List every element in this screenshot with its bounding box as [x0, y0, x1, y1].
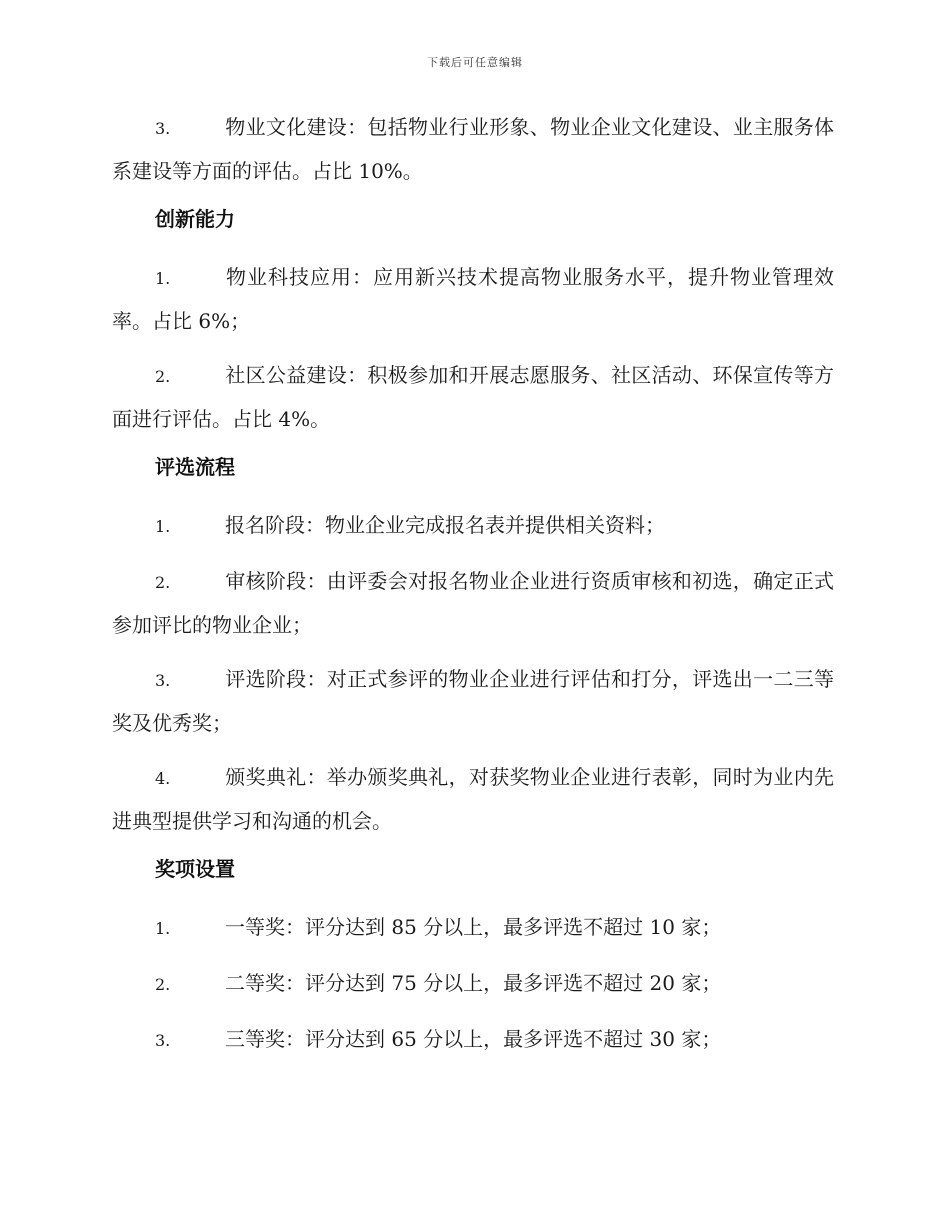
- item-number: 2.: [155, 367, 171, 386]
- list-item: [112, 658, 834, 744]
- section-heading-awards: 奖项设置: [155, 857, 235, 881]
- list-item: [112, 756, 834, 842]
- item-text: 审核阶段：由评委会对报名物业企业进行资质审核和初选，确定正式参加评比的物业企业；: [112, 569, 834, 637]
- item-number: 1.: [155, 517, 171, 536]
- item-text: 报名阶段：物业企业完成报名表并提供相关资料；: [225, 513, 665, 537]
- item-text: 物业科技应用：应用新兴技术提高物业服务水平，提升物业管理效率。占比 6%；: [112, 265, 834, 333]
- item-number: 3.: [155, 119, 171, 138]
- section-heading-process: 评选流程: [155, 455, 235, 479]
- item-number: 1.: [155, 919, 171, 938]
- list-item: [112, 354, 834, 440]
- list-item: [112, 256, 834, 342]
- list-item: [112, 962, 834, 1006]
- item-number: 3.: [155, 671, 171, 690]
- item-text: 三等奖：评分达到 65 分以上，最多评选不超过 30 家；: [225, 1027, 722, 1051]
- item-text: 评选阶段：对正式参评的物业企业进行评估和打分，评选出一二三等奖及优秀奖；: [112, 667, 834, 735]
- item-text: 二等奖：评分达到 75 分以上，最多评选不超过 20 家；: [225, 971, 722, 995]
- list-item: [112, 560, 834, 646]
- item-text: 一等奖：评分达到 85 分以上，最多评选不超过 10 家；: [225, 915, 722, 939]
- item-number: 2.: [155, 573, 171, 592]
- item-number: 1.: [155, 269, 171, 288]
- item-number: 3.: [155, 1031, 171, 1050]
- list-item: [112, 504, 834, 548]
- item-text: 社区公益建设：积极参加和开展志愿服务、社区活动、环保宣传等方面进行评估。占比 4%。: [112, 363, 834, 431]
- item-number: 2.: [155, 975, 171, 994]
- section-heading-innovation: 创新能力: [155, 207, 235, 231]
- item-number: 4.: [155, 769, 171, 788]
- list-item: [112, 1018, 834, 1062]
- item-text: 颁奖典礼：举办颁奖典礼，对获奖物业企业进行表彰，同时为业内先进典型提供学习和沟通的机会。: [112, 765, 834, 833]
- list-item: [112, 906, 834, 950]
- item-text: 物业文化建设：包括物业行业形象、物业企业文化建设、业主服务体系建设等方面的评估。占比 10%。: [112, 115, 834, 183]
- header-note: 下载后可任意编辑: [427, 56, 523, 69]
- document-body: [112, 106, 834, 1074]
- list-item: [112, 106, 834, 192]
